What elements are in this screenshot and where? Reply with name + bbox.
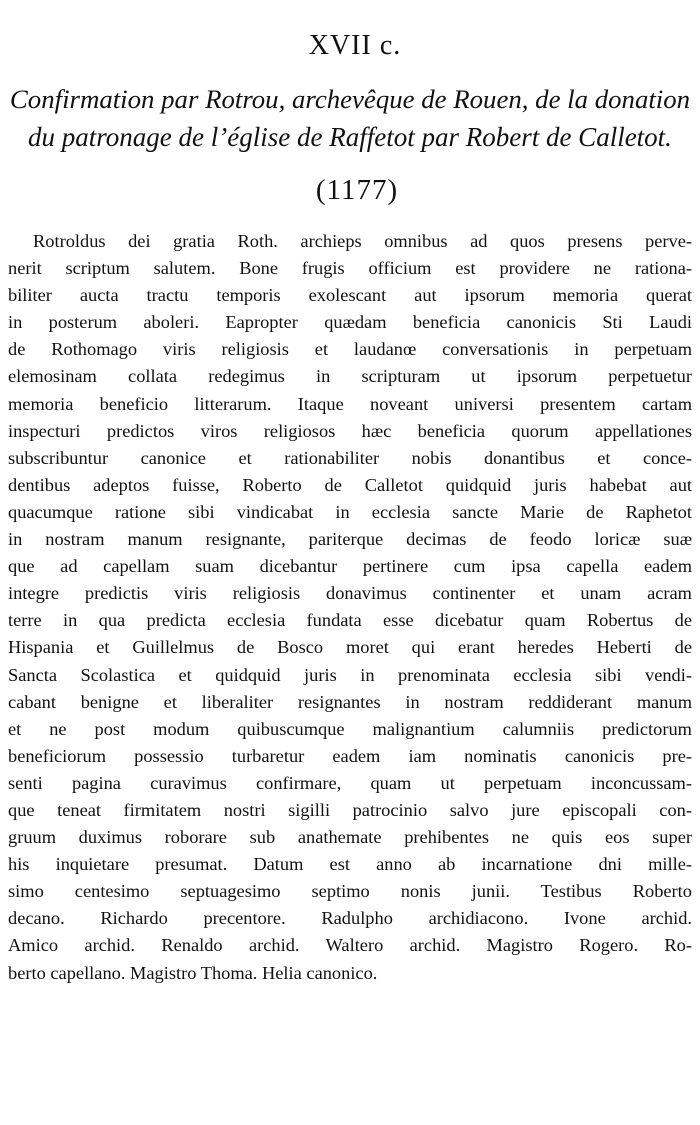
text-line: Sancta Scolastica et quidquid juris in prenominata ecclesia sibi vendi- — [8, 664, 692, 685]
text-line: elemosinam collata redegimus in scripturam ut ipsorum perpetuetur — [8, 366, 692, 387]
text-line: subscribuntur canonice et rationabiliter nobis donantibus et conce- — [8, 447, 692, 468]
document-page — [8, 26, 692, 987]
text-line: decano. Richardo precentore. Radulpho archidiacono. Ivone archid. — [8, 908, 692, 929]
text-line: gruum duximus roborare sub anathemate prehibentes ne quis eos super — [8, 827, 692, 848]
text-line: cabant benigne et liberaliter resignantes in nostram reddiderant manum — [8, 691, 692, 712]
text-line: Amico archid. Renaldo archid. Waltero archid. Magistro Rogero. Ro- — [8, 935, 692, 956]
text-line: de Rothomago viris religiosis et laudanœ conversationis in perpetuam — [8, 339, 692, 360]
title-line: Confirmation par Rotrou, archevêque de Rouen, de la donation — [9, 84, 691, 114]
text-line: integre predictis viris religiosis donavimus continenter et unam acram — [8, 583, 692, 604]
text-line: inspecturi predictos viros religiosos hæc beneficia quorum appellationes — [8, 420, 692, 441]
title-line: du patronage de l’église de Raffetot par Robert de Calletot. — [28, 122, 672, 152]
text-line: Rotroldus dei gratia Roth. archieps omnibus ad quos presens perve- — [33, 231, 692, 251]
text-line: biliter aucta tractu temporis exolescant aut ipsorum memoria querat — [8, 285, 692, 306]
text-line: et ne post modum quibuscumque malignantium calumniis predictorum — [8, 718, 692, 739]
text-line: memoria beneficio litterarum. Itaque noveant universi presentem cartam — [8, 393, 692, 414]
text-line: terre in qua predicta ecclesia fundata esse dicebatur quam Robertus de — [8, 610, 692, 631]
text-line: simo centesimo septuagesimo septimo nonis junii. Testibus Roberto — [8, 881, 692, 902]
document-year: (1177) — [315, 174, 399, 206]
text-line: quacumque ratione sibi vindicabat in ecclesia sancte Marie de Raphetot — [8, 501, 692, 522]
text-line: beneficiorum possessio turbaretur eadem iam nominatis canonicis pre- — [8, 745, 692, 766]
document-title — [8, 80, 692, 156]
text-line: his inquietare presumat. Datum est anno ab incarnatione dni mille- — [8, 854, 692, 875]
text-line: senti pagina curavimus confirmare, quam ut perpetuam inconcussam- — [8, 772, 692, 793]
text-line: Hispania et Guillelmus de Bosco moret qui erant heredes Heberti de — [8, 637, 692, 658]
text-line: in nostram manum resignante, pariterque decimas de feodo loricæ suæ — [8, 529, 692, 550]
text-line: que teneat firmitatem nostri sigilli patrocinio salvo jure episcopali con- — [8, 799, 692, 820]
text-line: nerit scriptum salutem. Bone frugis officium est providere ne rationa- — [8, 258, 692, 279]
charter-text — [8, 228, 692, 987]
text-line: que ad capellam suam dicebantur pertinere cum ipsa capella eadem — [8, 556, 692, 577]
text-line: berto capellano. Magistro Thoma. Helia canonico. — [8, 962, 378, 983]
text-line: in posterum aboleri. Eapropter quædam beneficia canonicis Sti Laudi — [8, 312, 692, 333]
text-line: dentibus adeptos fuisse, Roberto de Calletot quidquid juris habebat aut — [8, 474, 692, 495]
document-number: XVII c. — [308, 30, 402, 61]
